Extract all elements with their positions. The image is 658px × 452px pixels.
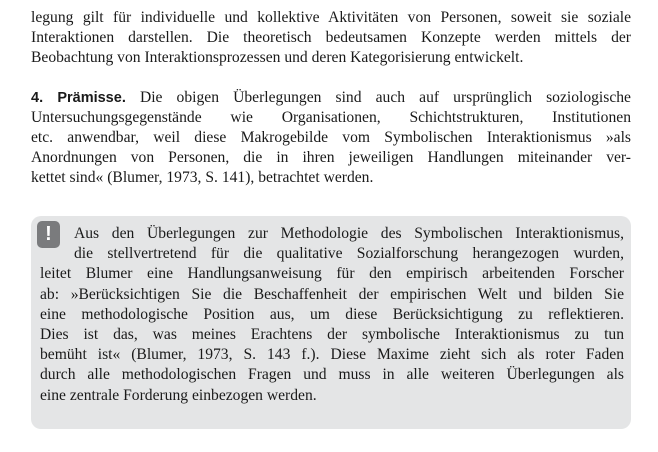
text-line: Dies ist das, was meines Erachtens der symbolische Interaktionismus zu tun <box>40 326 624 344</box>
text-line: 4. Prämisse. Die obigen Überlegungen sind auch auf ursprünglich soziologische <box>31 89 631 106</box>
text-line: legung gilt für individuelle und kollektive Aktivitäten von Personen, soweit sie soziale <box>31 9 631 26</box>
note-text <box>40 224 624 406</box>
text-line: bemüht ist« (Blumer, 1973, S. 143 f.). Diese Maxime zieht sich als roter Faden <box>40 346 624 364</box>
text-line: die stellvertretend für die qualitative Sozialforschung herangezogen wurden, <box>74 245 624 263</box>
text-line: Untersuchungsgegenstände wie Organisationen, Schichtstrukturen, Institutionen <box>31 109 631 126</box>
text-line: Aus den Überlegungen zur Methodologie des Symbolischen Interaktionismus, <box>74 225 624 242</box>
text-line: eine methodologische Position aus, um diese Berücksichtigung zu reflektieren. <box>40 305 624 323</box>
exclamation-icon: ! <box>37 221 60 248</box>
note-box <box>31 216 631 429</box>
text-line: kettet sind« (Blumer, 1973, S. 141), betrachtet werden. <box>31 169 374 186</box>
premise-label: 4. Prämisse. <box>31 90 126 106</box>
text-line: Anordnungen von Personen, die in ihren jeweiligen Handlungen miteinander ver- <box>31 149 631 166</box>
text-line: durch alle methodologischen Fragen und muss in alle weiteren Überlegungen als <box>40 366 624 384</box>
paragraph-1 <box>31 8 631 68</box>
text-line: ab: »Berücksichtigen Sie die Beschaffenheit der empirischen Welt und bilden Sie <box>40 285 624 303</box>
text-line: Interaktionen darstellen. Die theoretisch bedeutsamen Konzepte werden mittels der <box>31 29 631 46</box>
text-line: Beobachtung von Interaktionsprozessen und deren Kategorisierung entwickelt. <box>31 49 524 66</box>
text-line: eine zentrale Forderung einbezogen werden. <box>40 386 317 404</box>
text-line: leitet Blumer eine Handlungsanweisung für den empirisch arbeitenden Forscher <box>40 265 624 283</box>
text-line: etc. anwendbar, weil diese Makrogebilde vom Symbolischen Interaktionismus »als <box>31 129 631 146</box>
paragraph-premise-4 <box>31 88 631 188</box>
